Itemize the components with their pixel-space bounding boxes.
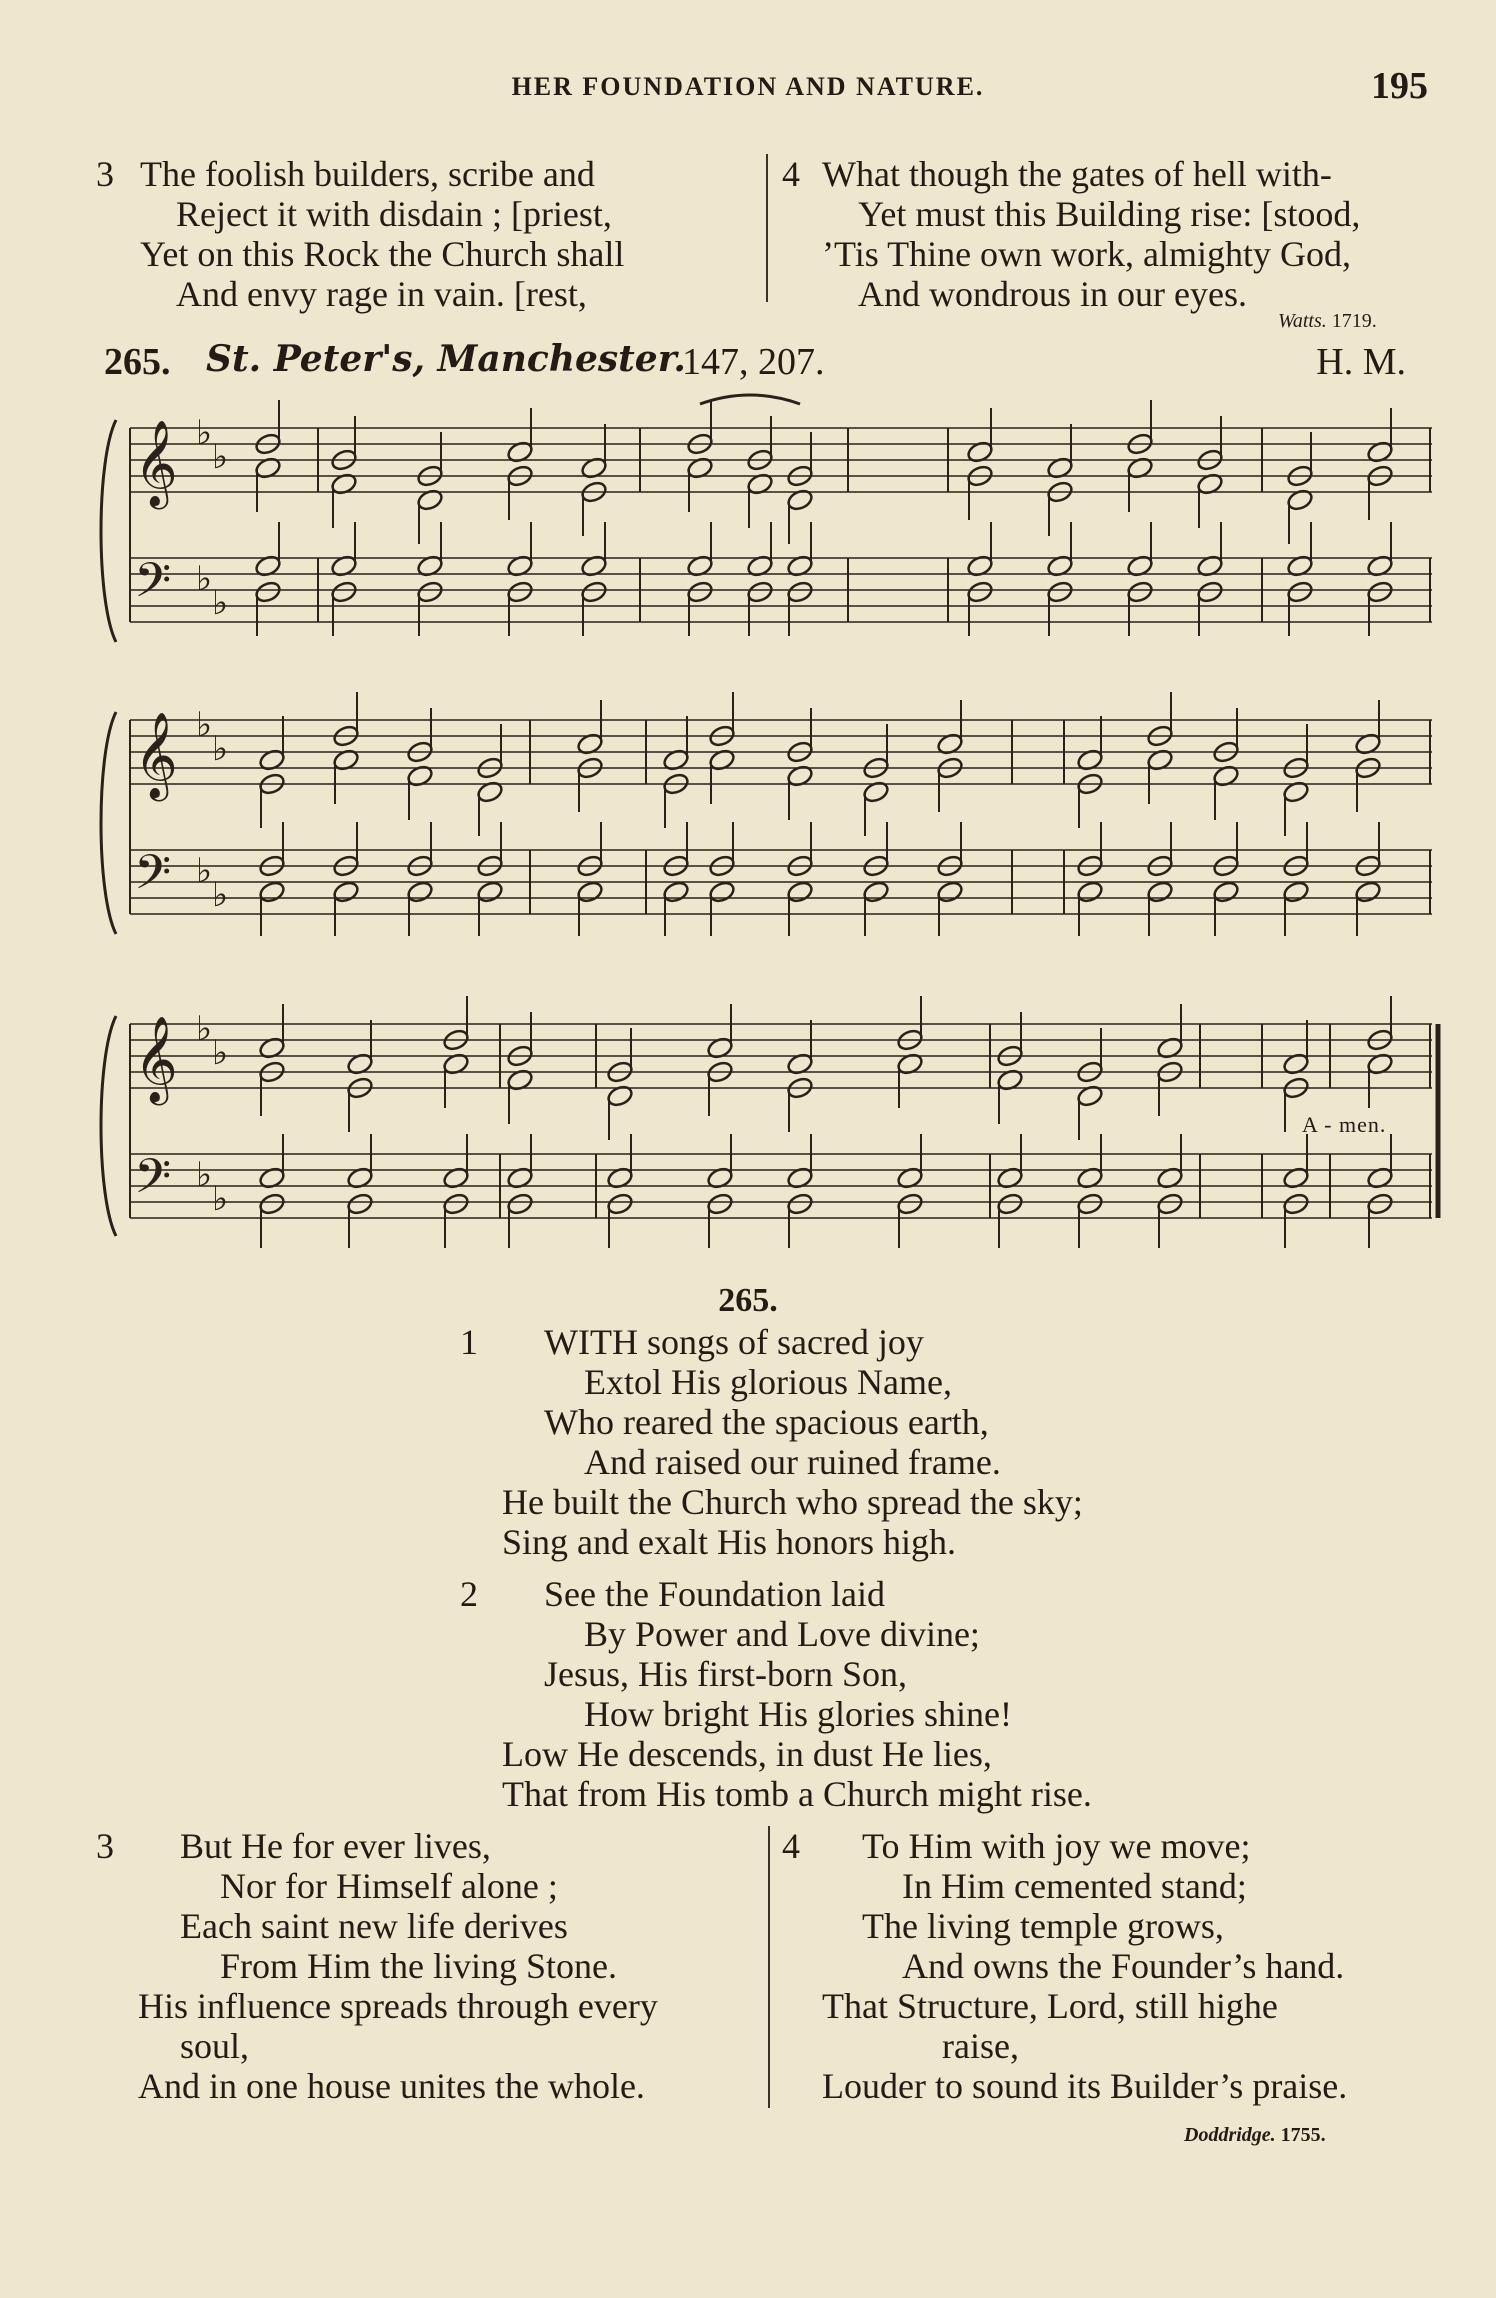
half-note [686,580,715,605]
tie-arc [700,395,800,404]
half-note [1366,580,1395,605]
half-note [258,880,287,905]
stanza-line: He built the Church who spread the sky; [502,1482,1083,1522]
stanza-line: And raised our ruined frame. [584,1442,1001,1482]
half-note [862,880,891,905]
stanza-line: See the Foundation laid [544,1574,885,1614]
half-note [1196,580,1225,605]
bass-clef: 𝄢 [134,1148,172,1216]
half-note [330,580,359,605]
half-note [966,580,995,605]
page-number: 195 [1371,65,1428,107]
stanza-line: Yet on this Rock the Church shall [140,234,625,274]
stanza-line: WITH songs of sacred joy [544,1322,924,1362]
half-note [606,1192,635,1217]
stanza-number: 4 [782,1826,800,1866]
system-brace [101,1016,116,1236]
stanza-line: Sing and exalt His honors high. [502,1522,956,1562]
stanza-number: 3 [96,154,114,194]
stanza-line: And envy rage in vain. [rest, [176,274,587,314]
half-note [996,1192,1025,1217]
running-title: HER FOUNDATION AND NATURE. [511,72,985,101]
author: Watts. [1278,310,1327,332]
half-note [442,1192,471,1217]
hymn-number: 265. [718,1282,778,1319]
stanza-line: The living temple grows, [862,1906,1224,1946]
stanza-line: Nor for Himself alone ; [220,1866,558,1906]
year: 1719. [1331,310,1377,332]
tune-refs: 147, 207. [682,341,825,383]
half-note [1366,1192,1395,1217]
half-note [254,580,283,605]
tune-meter: H. M. [1316,341,1406,383]
half-note [936,880,965,905]
stanza-2 [460,1574,1260,1814]
stanza-line: Who reared the spacious earth, [544,1402,989,1442]
half-note [1282,880,1311,905]
tune-number: 265. [104,341,171,383]
year: 1755. [1280,2124,1326,2146]
stanza-line: soul, [180,2026,250,2066]
stanza-3 [96,1826,766,2106]
stanza-number: 3 [96,1826,114,1866]
half-note [708,880,737,905]
half-note [706,1192,735,1217]
half-note [1046,580,1075,605]
flat-sign: ♭ [196,413,213,453]
treble-clef: 𝄞 [134,420,178,506]
hymn-attribution [1184,2124,1326,2147]
half-note [746,580,775,605]
half-note [1354,880,1383,905]
stanza-line: From Him the living Stone. [220,1946,618,1986]
flat-sign: ♭ [196,851,213,891]
flat-sign: ♭ [212,875,229,915]
stanza-line: raise, [942,2026,1019,2066]
half-note [1076,880,1105,905]
half-note [580,580,609,605]
stanza-line: Jesus, His first-born Son, [544,1654,908,1694]
half-note [1146,880,1175,905]
stanza-line: By Power and Love divine; [584,1614,980,1654]
half-note [406,880,435,905]
bass-clef: 𝄢 [134,844,172,912]
amen-label: A - men. [1302,1112,1387,1137]
half-note [1212,880,1241,905]
half-note [416,580,445,605]
flat-sign: ♭ [212,1033,229,1073]
system-brace [101,420,116,642]
stanza-line: Reject it with disdain ; [priest, [176,194,612,234]
stanza-line: What though the gates of hell with- [822,154,1332,194]
half-note [506,580,535,605]
stanza-line: In Him cemented stand; [902,1866,1247,1906]
stanza-line: How bright His glories shine! [584,1694,1012,1734]
stanza-4 [782,1826,1442,2106]
flat-sign: ♭ [212,437,229,477]
stanza-number: 1 [460,1322,478,1362]
bass-clef: 𝄢 [134,552,172,620]
flat-sign: ♭ [196,559,213,599]
half-note [1126,580,1155,605]
half-note [332,880,361,905]
treble-clef: 𝄞 [134,712,178,798]
half-note [1156,1192,1185,1217]
half-note [1076,1192,1105,1217]
flat-sign: ♭ [212,583,229,623]
stanza-line: And wondrous in our eyes. [858,274,1247,314]
stanza-line: And in one house unites the whole. [138,2066,645,2106]
flat-sign: ♭ [196,1155,213,1195]
stanza-number: 2 [460,1574,478,1614]
stanza-line: ’Tis Thine own work, almighty God, [822,234,1352,274]
stanza-line: Extol His glorious Name, [584,1362,952,1402]
half-note [506,1192,535,1217]
flat-sign: ♭ [212,1179,229,1219]
half-note [346,1192,375,1217]
stanza-line: Yet must this Building rise: [stood, [858,194,1361,234]
stanza-line: Louder to sound its Builder’s praise. [822,2066,1348,2106]
treble-clef: 𝄞 [134,1016,178,1102]
half-note [786,880,815,905]
stanza-line: To Him with joy we move; [862,1826,1251,1866]
flat-sign: ♭ [196,705,213,745]
half-note [476,880,505,905]
stanza-line: His influence spreads through every [138,1986,658,2026]
author: Doddridge. [1184,2124,1276,2146]
half-note [786,1192,815,1217]
stanza-line: Low He descends, in dust He lies, [502,1734,992,1774]
half-note [786,580,815,605]
column-divider [768,1826,770,2108]
stanza-number: 4 [782,154,800,194]
half-note [662,880,691,905]
tune-name: St. Peter's, Manchester. [206,338,686,380]
half-note [576,880,605,905]
system-brace [101,712,116,934]
stanza-line: The foolish builders, scribe and [140,154,595,194]
stanza-1 [460,1322,1260,1562]
stanza-line: That Structure, Lord, still highe [822,1986,1278,2026]
flat-sign: ♭ [212,729,229,769]
stanza-line: But He for ever lives, [180,1826,491,1866]
stanza-line: That from His tomb a Church might rise. [502,1774,1092,1814]
half-note [1282,1192,1311,1217]
flat-sign: ♭ [196,1009,213,1049]
half-note [258,1192,287,1217]
stanza-line: And owns the Founder’s hand. [902,1946,1345,1986]
half-note [1286,580,1315,605]
stanza-line: Each saint new life derives [180,1906,568,1946]
half-note [896,1192,925,1217]
